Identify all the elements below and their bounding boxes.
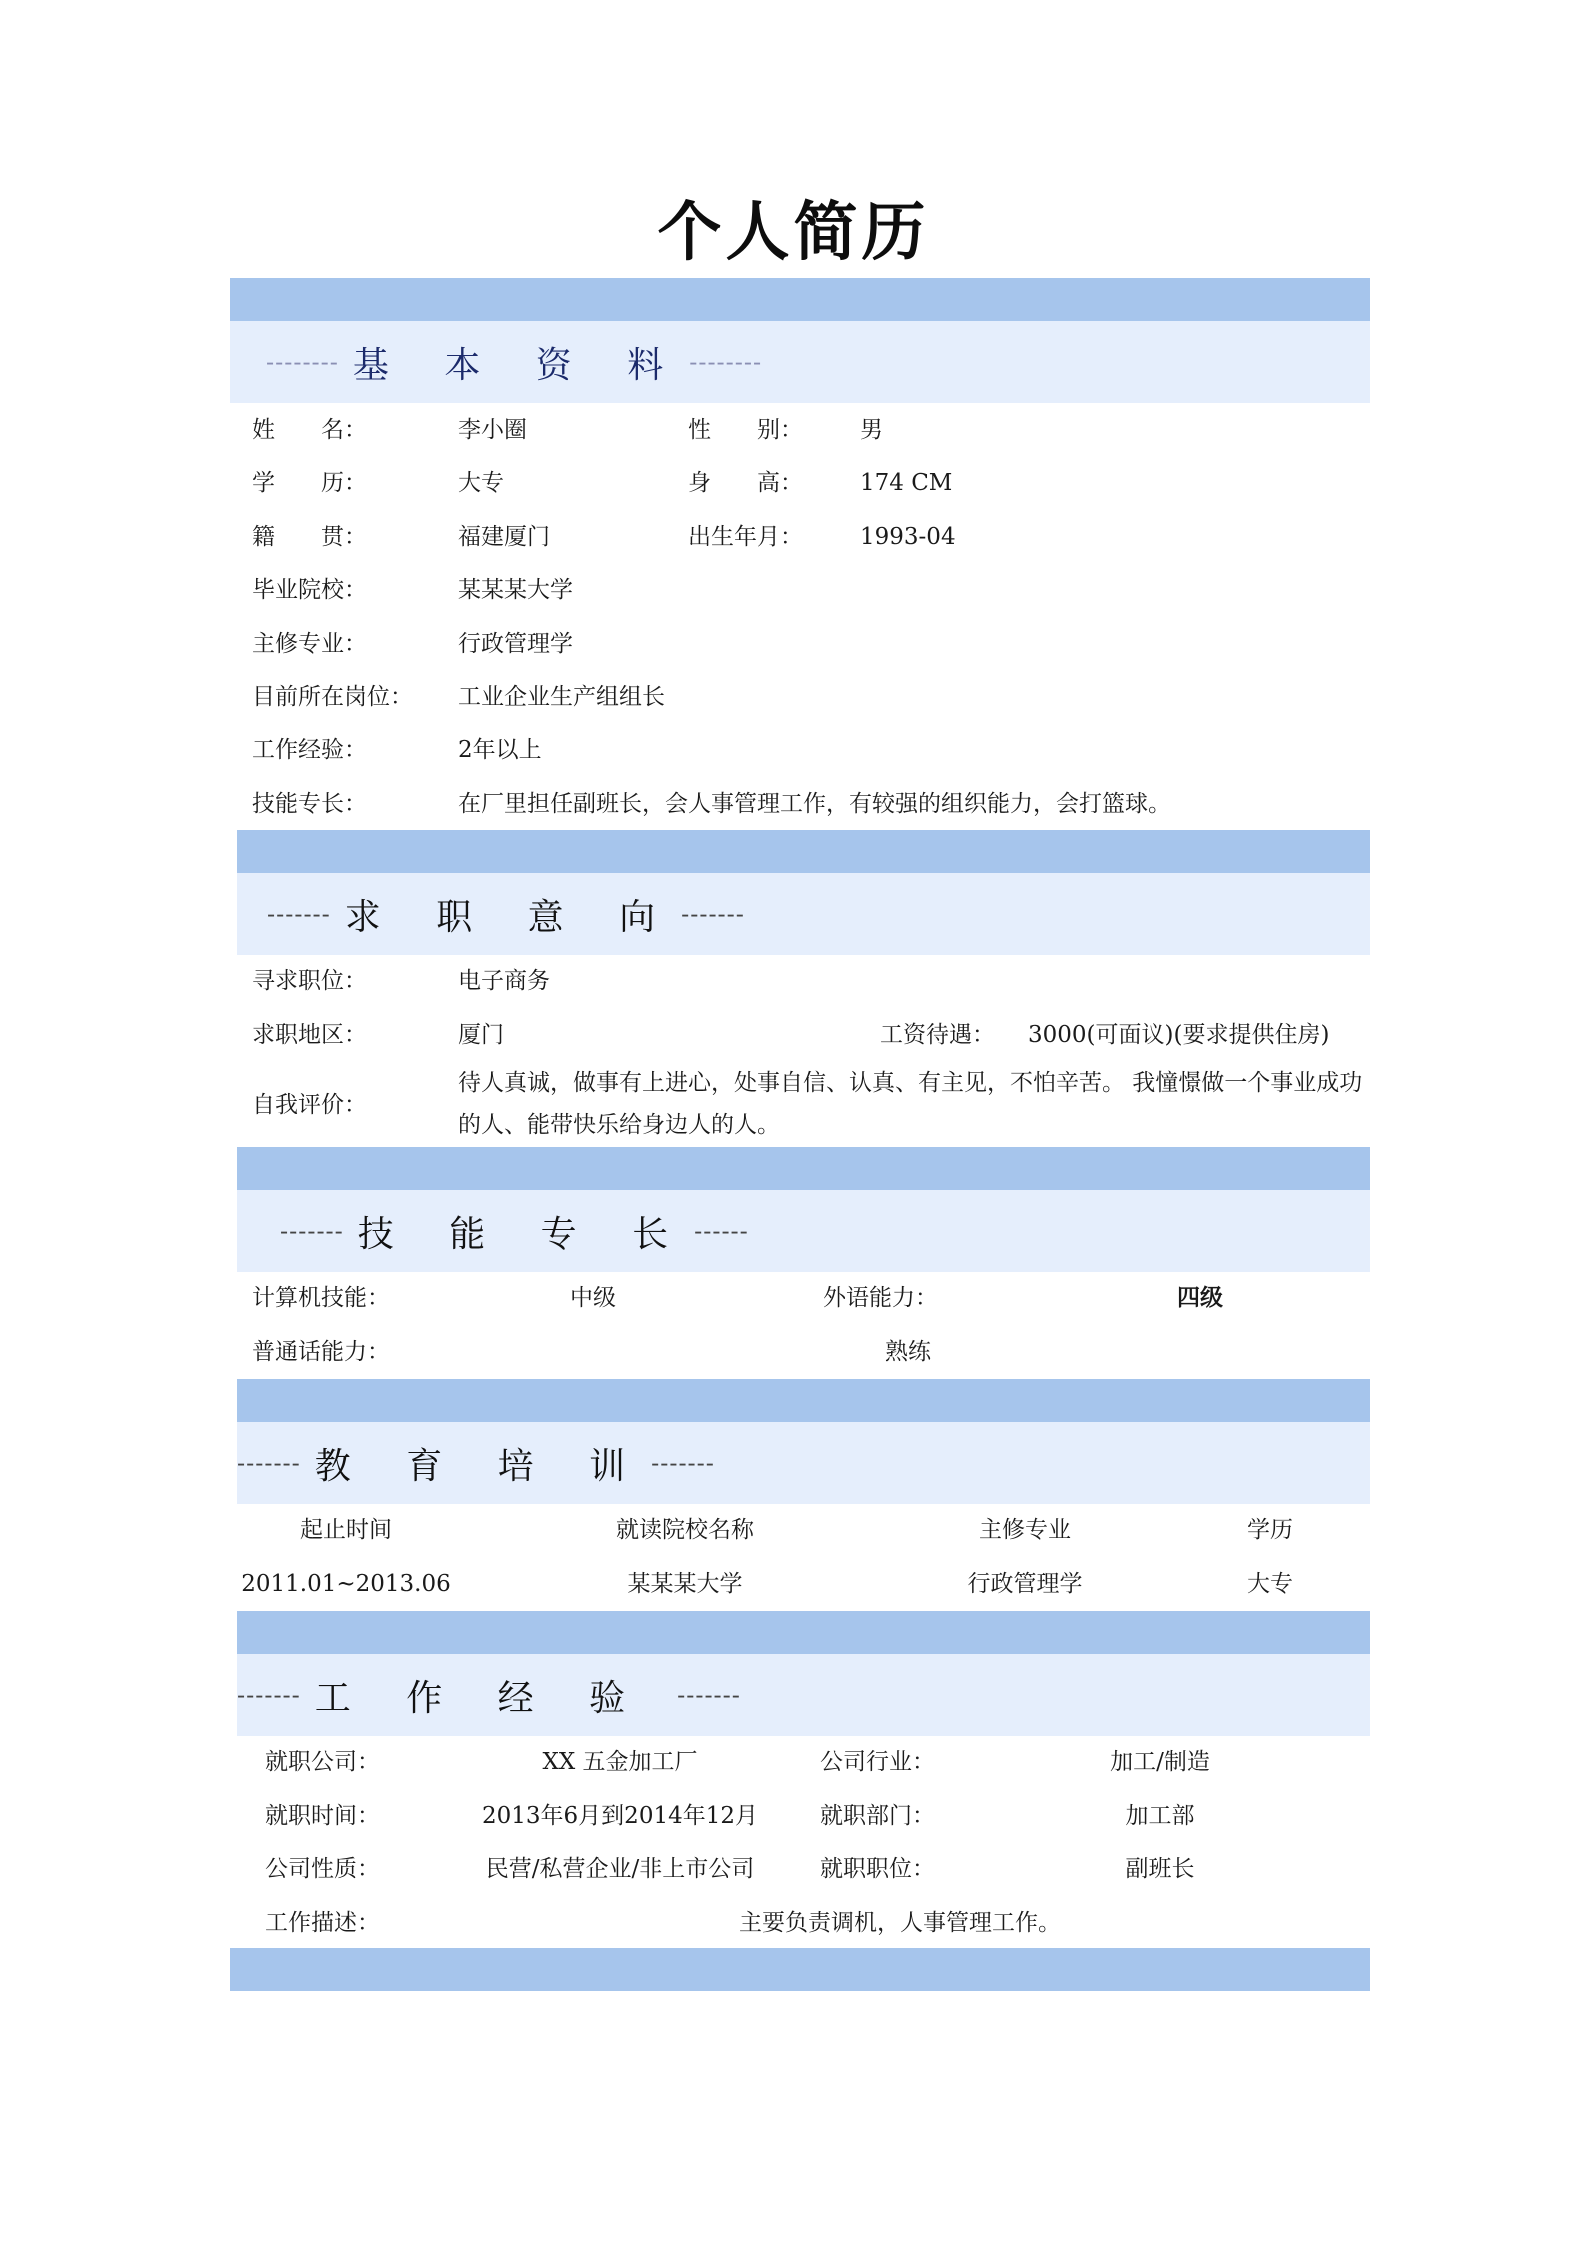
salary-label: 工资待遇：: [880, 1022, 995, 1048]
nature-label: 公司性质：: [265, 1856, 380, 1882]
edu-header-degree: 学历: [1247, 1517, 1293, 1543]
section-header-intent: [237, 873, 1370, 955]
header-dash-left: -------: [267, 900, 331, 928]
position-value: 工业企业生产组组长: [458, 684, 665, 710]
edu-header-school: 就读院校名称: [616, 1517, 754, 1543]
header-dash-left: --------: [266, 348, 339, 376]
height-value: 174 CM: [860, 470, 953, 496]
mandarin-value: 熟练: [885, 1339, 931, 1365]
birth-value: 1993-04: [860, 524, 956, 550]
self-label: 自我评价：: [252, 1092, 367, 1118]
section-bar: [237, 1379, 1370, 1422]
header-dash-left: -------: [280, 1217, 344, 1245]
gender-value: 男: [860, 417, 883, 443]
header-title: 基 本 资 料: [352, 344, 686, 386]
header-dash-right: ------: [694, 1217, 749, 1245]
section-bar: [230, 1948, 1370, 1991]
section-bar: [237, 1611, 1370, 1654]
section-bar: [237, 830, 1370, 873]
school-label: 毕业院校：: [252, 577, 367, 603]
experience-value: 2年以上: [458, 737, 542, 763]
section-bar: [230, 278, 1370, 321]
company-label: 就职公司：: [265, 1749, 380, 1775]
specialty-value: 在厂里担任副班长，会人事管理工作，有较强的组织能力，会打篮球。: [458, 791, 1171, 817]
nature-value: 民营/私营企业/非上市公司: [485, 1856, 755, 1882]
section-header-basic: [230, 321, 1370, 403]
edu-cell-period: 2011.01~2013.06: [241, 1571, 451, 1597]
area-label: 求职地区：: [252, 1022, 367, 1048]
edu-cell-major: 行政管理学: [967, 1571, 1083, 1597]
header-dash-left: -------: [237, 1681, 301, 1709]
desc-label: 工作描述：: [265, 1910, 380, 1936]
computer-label: 计算机技能：: [252, 1285, 390, 1311]
section-header-work: [237, 1654, 1370, 1736]
language-label: 外语能力：: [823, 1285, 938, 1311]
header-dash-right: --------: [689, 348, 763, 376]
header-dash-left: -------: [237, 1449, 301, 1477]
section-bar: [237, 1147, 1370, 1190]
major-label: 主修专业：: [252, 631, 367, 657]
dept-label: 就职部门：: [820, 1803, 935, 1829]
name-value: 李小圈: [458, 417, 527, 443]
hometown-label: 籍 贯：: [252, 524, 367, 550]
degree-label: 学 历：: [252, 470, 367, 496]
header-dash-right: -------: [681, 900, 745, 928]
self-value: 待人真诚，做事有上进心，处事自信、认真、有主见，不怕辛苦。 我憧憬做一个事业成功的人、能带快乐给身边人的人。: [458, 1070, 1363, 1138]
edu-cell-degree: 大专: [1247, 1571, 1293, 1597]
birth-label: 出生年月：: [688, 524, 803, 550]
major-value: 行政管理学: [458, 631, 573, 657]
page-title: 个人简历: [657, 195, 930, 270]
computer-value: 中级: [570, 1285, 616, 1311]
section-header-education: [237, 1422, 1370, 1504]
industry-value: 加工/制造: [1110, 1749, 1210, 1775]
job-label: 寻求职位：: [252, 968, 367, 994]
specialty-label: 技能专长：: [252, 791, 367, 817]
desc-value: 主要负责调机，人事管理工作。: [739, 1910, 1061, 1936]
industry-label: 公司行业：: [820, 1749, 935, 1775]
school-value: 某某某大学: [458, 577, 573, 603]
edu-cell-school: 某某某大学: [627, 1571, 743, 1597]
header-title: 教 育 培 训: [314, 1445, 648, 1487]
degree-value: 大专: [458, 470, 504, 496]
area-value: 厦门: [458, 1022, 504, 1048]
company-value: XX 五金加工厂: [542, 1749, 698, 1775]
edu-header-period: 起止时间: [300, 1517, 392, 1543]
salary-value: 3000(可面议)(要求提供住房): [1028, 1022, 1330, 1048]
hometown-value: 福建厦门: [458, 524, 550, 550]
job-value: 电子商务: [458, 968, 550, 994]
experience-label: 工作经验：: [252, 737, 367, 763]
role-value: 副班长: [1125, 1856, 1195, 1882]
position-label: 目前所在岗位：: [252, 684, 413, 710]
height-label: 身 高：: [688, 470, 803, 496]
dept-value: 加工部: [1125, 1803, 1195, 1829]
header-title: 求 职 意 向: [344, 896, 678, 938]
gender-label: 性 别：: [688, 417, 803, 443]
edu-header-major: 主修专业: [979, 1517, 1071, 1543]
header-dash-right: -------: [677, 1681, 741, 1709]
period-value: 2013年6月到2014年12月: [482, 1803, 758, 1829]
name-label: 姓 名：: [252, 417, 367, 443]
mandarin-label: 普通话能力：: [252, 1339, 390, 1365]
role-label: 就职职位：: [820, 1856, 935, 1882]
header-title: 工 作 经 验: [314, 1677, 648, 1719]
header-title: 技 能 专 长: [357, 1213, 691, 1255]
period-label: 就职时间：: [265, 1803, 380, 1829]
language-value: 四级: [1177, 1284, 1223, 1311]
section-header-skills: [237, 1190, 1370, 1272]
header-dash-right: -------: [651, 1449, 715, 1477]
